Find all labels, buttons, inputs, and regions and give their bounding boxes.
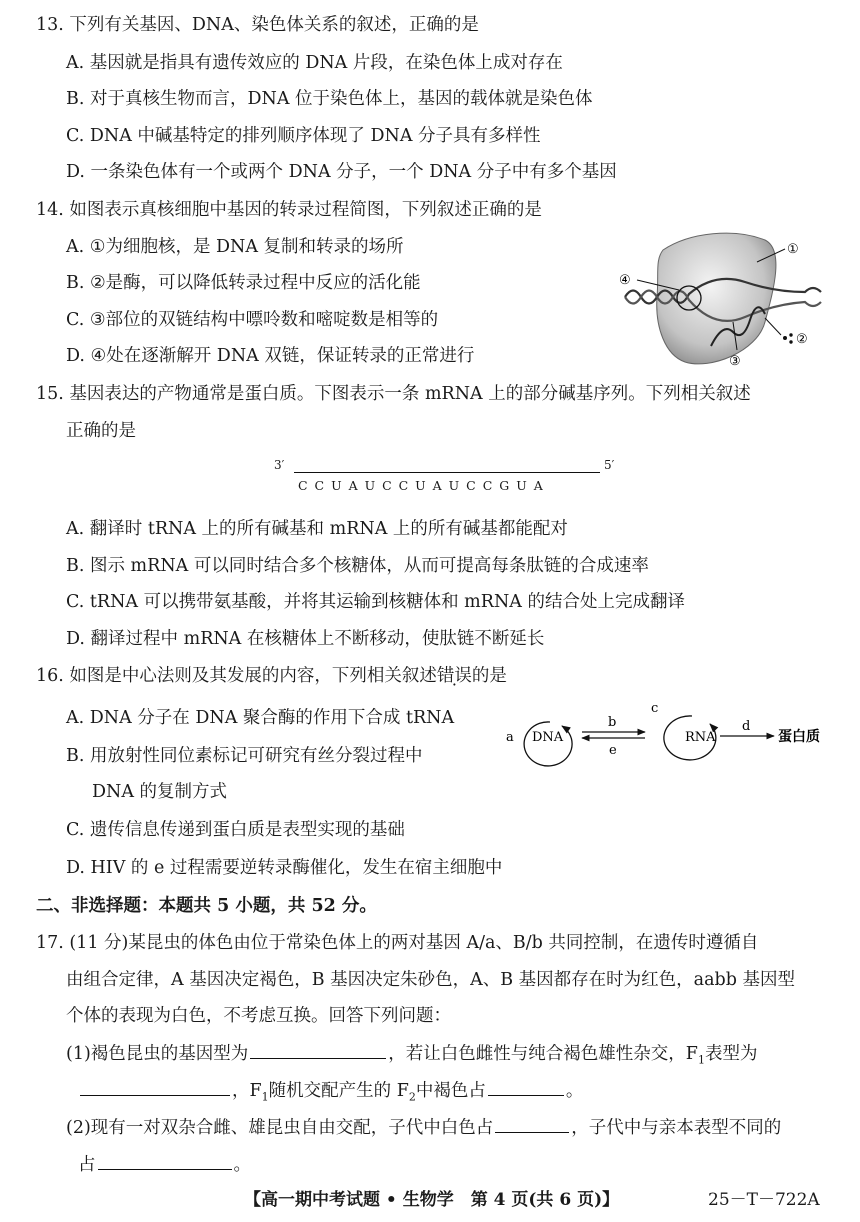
answer-blank-5[interactable] (98, 1151, 232, 1170)
section-2-heading: 二、非选择题：本题共 5 小题，共 52 分。 (36, 896, 377, 916)
answer-blank-2[interactable] (80, 1077, 230, 1096)
q17-line3: 个体的表现为白色，不考虑互换。回答下列问题： (66, 1006, 451, 1026)
q17-p2-text-d: 。 (233, 1155, 251, 1175)
q17-part2-line1 (66, 1114, 781, 1141)
q13-option-c: C. DNA 中碱基特定的排列顺序体现了 DNA 分子具有多样性 (66, 126, 541, 146)
label-c: c (651, 701, 659, 716)
label-2: ② (796, 332, 808, 347)
q14-option-a: A. ①为细胞核，是 DNA 复制和转录的场所 (66, 237, 404, 257)
q17-p1-text-d: ，F (232, 1081, 262, 1101)
subscript-1b: 1 (261, 1090, 269, 1104)
subscript-2: 2 (408, 1090, 416, 1104)
q16-option-b-line1: B. 用放射性同位素标记可研究有丝分裂过程中 (66, 746, 423, 766)
transcription-figure (615, 222, 840, 372)
central-dogma-diagram (502, 700, 832, 770)
q17-p2-text-a: (2)现有一对双杂合雌、雄昆虫自由交配，子代中白色占 (66, 1118, 494, 1138)
q17-p1-text-g: 。 (565, 1081, 584, 1101)
mrna-strand-line (294, 472, 600, 473)
q16-option-b-line2: DNA 的复制方式 (92, 782, 228, 802)
q16-option-c: C. 遗传信息传递到蛋白质是表型实现的基础 (66, 820, 405, 840)
label-3: ③ (729, 354, 741, 369)
q13-option-b: B. 对于真核生物而言，DNA 位于染色体上，基因的载体就是染色体 (66, 89, 593, 109)
label-e: e (609, 743, 617, 758)
q14-option-b: B. ②是酶，可以降低转录过程中反应的活化能 (66, 273, 421, 293)
label-d: d (742, 719, 751, 734)
q16-stem (36, 663, 507, 689)
answer-blank-4[interactable] (495, 1114, 569, 1133)
q16-stem-post: 的是 (471, 666, 507, 686)
label-b: b (608, 715, 617, 730)
q17-p1-text-e: 随机交配产生的 F (268, 1081, 409, 1101)
label-a: a (506, 730, 514, 745)
q16-option-d: D. HIV 的 e 过程需要逆转录酶催化，发生在宿主细胞中 (66, 858, 503, 878)
q17-part2-line2 (78, 1151, 251, 1178)
q13-option-a: A. 基因就是指具有遗传效应的 DNA 片段，在染色体上成对存在 (66, 53, 563, 73)
q13-stem: 13. 下列有关基因、DNA、染色体关系的叙述，正确的是 (36, 15, 479, 35)
q17-part1-line1 (66, 1040, 757, 1074)
q16-stem-emphasis: 错误 (436, 666, 472, 686)
label-protein: 蛋白质 (778, 729, 820, 745)
mrna-sequence-figure (272, 458, 622, 498)
q14-option-c: C. ③部位的双链结构中嘌呤数和嘧啶数是相等的 (66, 310, 439, 330)
q15-option-a: A. 翻译时 tRNA 上的所有碱基和 mRNA 上的所有碱基都能配对 (66, 519, 568, 539)
answer-blank-3[interactable] (488, 1077, 564, 1096)
q17-p2-text-c: 占 (78, 1155, 96, 1175)
q15-stem-line1: 15. 基因表达的产物通常是蛋白质。下图表示一条 mRNA 上的部分碱基序列。下列相关叙述 (36, 384, 751, 404)
q17-p1-text-f: 中褐色占 (415, 1081, 486, 1101)
q17-p1-text-c: 表型为 (704, 1044, 758, 1064)
answer-blank-1[interactable] (250, 1040, 386, 1059)
q15-option-d: D. 翻译过程中 mRNA 在核糖体上不断移动，使肽链不断延长 (66, 629, 545, 649)
q15-stem-line2: 正确的是 (66, 421, 136, 441)
q17-p1-text-a: (1)褐色昆虫的基因型为 (66, 1044, 249, 1064)
q17-p2-text-b: ，子代中与亲本表型不同的 (571, 1118, 782, 1138)
subscript-1: 1 (697, 1053, 705, 1067)
q16-option-a: A. DNA 分子在 DNA 聚合酶的作用下合成 tRNA (66, 708, 455, 728)
q16-stem-pre: 16. 如图是中心法则及其发展的内容，下列相关叙述 (36, 666, 437, 686)
q17-line2: 由组合定律，A 基因决定褐色，B 基因决定朱砂色，A、B 基因都存在时为红色，aabb 基因型 (66, 970, 796, 990)
label-rna: RNA (685, 730, 716, 745)
q17-p1-text-b: ，若让白色雌性与纯合褐色雄性杂交，F (388, 1044, 698, 1064)
mrna-bases: C C U A U C C U A U C C G U A (298, 478, 545, 493)
q17-line1: 17. (11 分)某昆虫的体色由位于常染色体上的两对基因 A/a、B/b 共同控制，在遗传时遵循自 (36, 933, 759, 953)
q17-part1-line2 (78, 1077, 583, 1111)
mrna-5-prime: 5′ (604, 458, 615, 472)
q15-option-c: C. tRNA 可以携带氨基酸，并将其运输到核糖体和 mRNA 的结合处上完成翻译 (66, 592, 685, 612)
q15-option-b: B. 图示 mRNA 可以同时结合多个核糖体，从而可提高每条肽链的合成速率 (66, 556, 649, 576)
q13-option-d: D. 一条染色体有一个或两个 DNA 分子，一个 DNA 分子中有多个基因 (66, 162, 617, 182)
footer-code: 25－T－722A (708, 1190, 820, 1210)
mrna-3-prime: 3′ (274, 458, 285, 472)
q14-option-d: D. ④处在逐渐解开 DNA 双链，保证转录的正常进行 (66, 346, 475, 366)
q14-stem: 14. 如图表示真核细胞中基因的转录过程简图，下列叙述正确的是 (36, 200, 542, 220)
label-dna: DNA (532, 730, 564, 745)
footer-title: 【高一期中考试题 • 生物学 第 4 页(共 6 页)】 (244, 1190, 620, 1210)
label-4: ④ (619, 273, 631, 288)
label-1: ① (787, 242, 799, 257)
